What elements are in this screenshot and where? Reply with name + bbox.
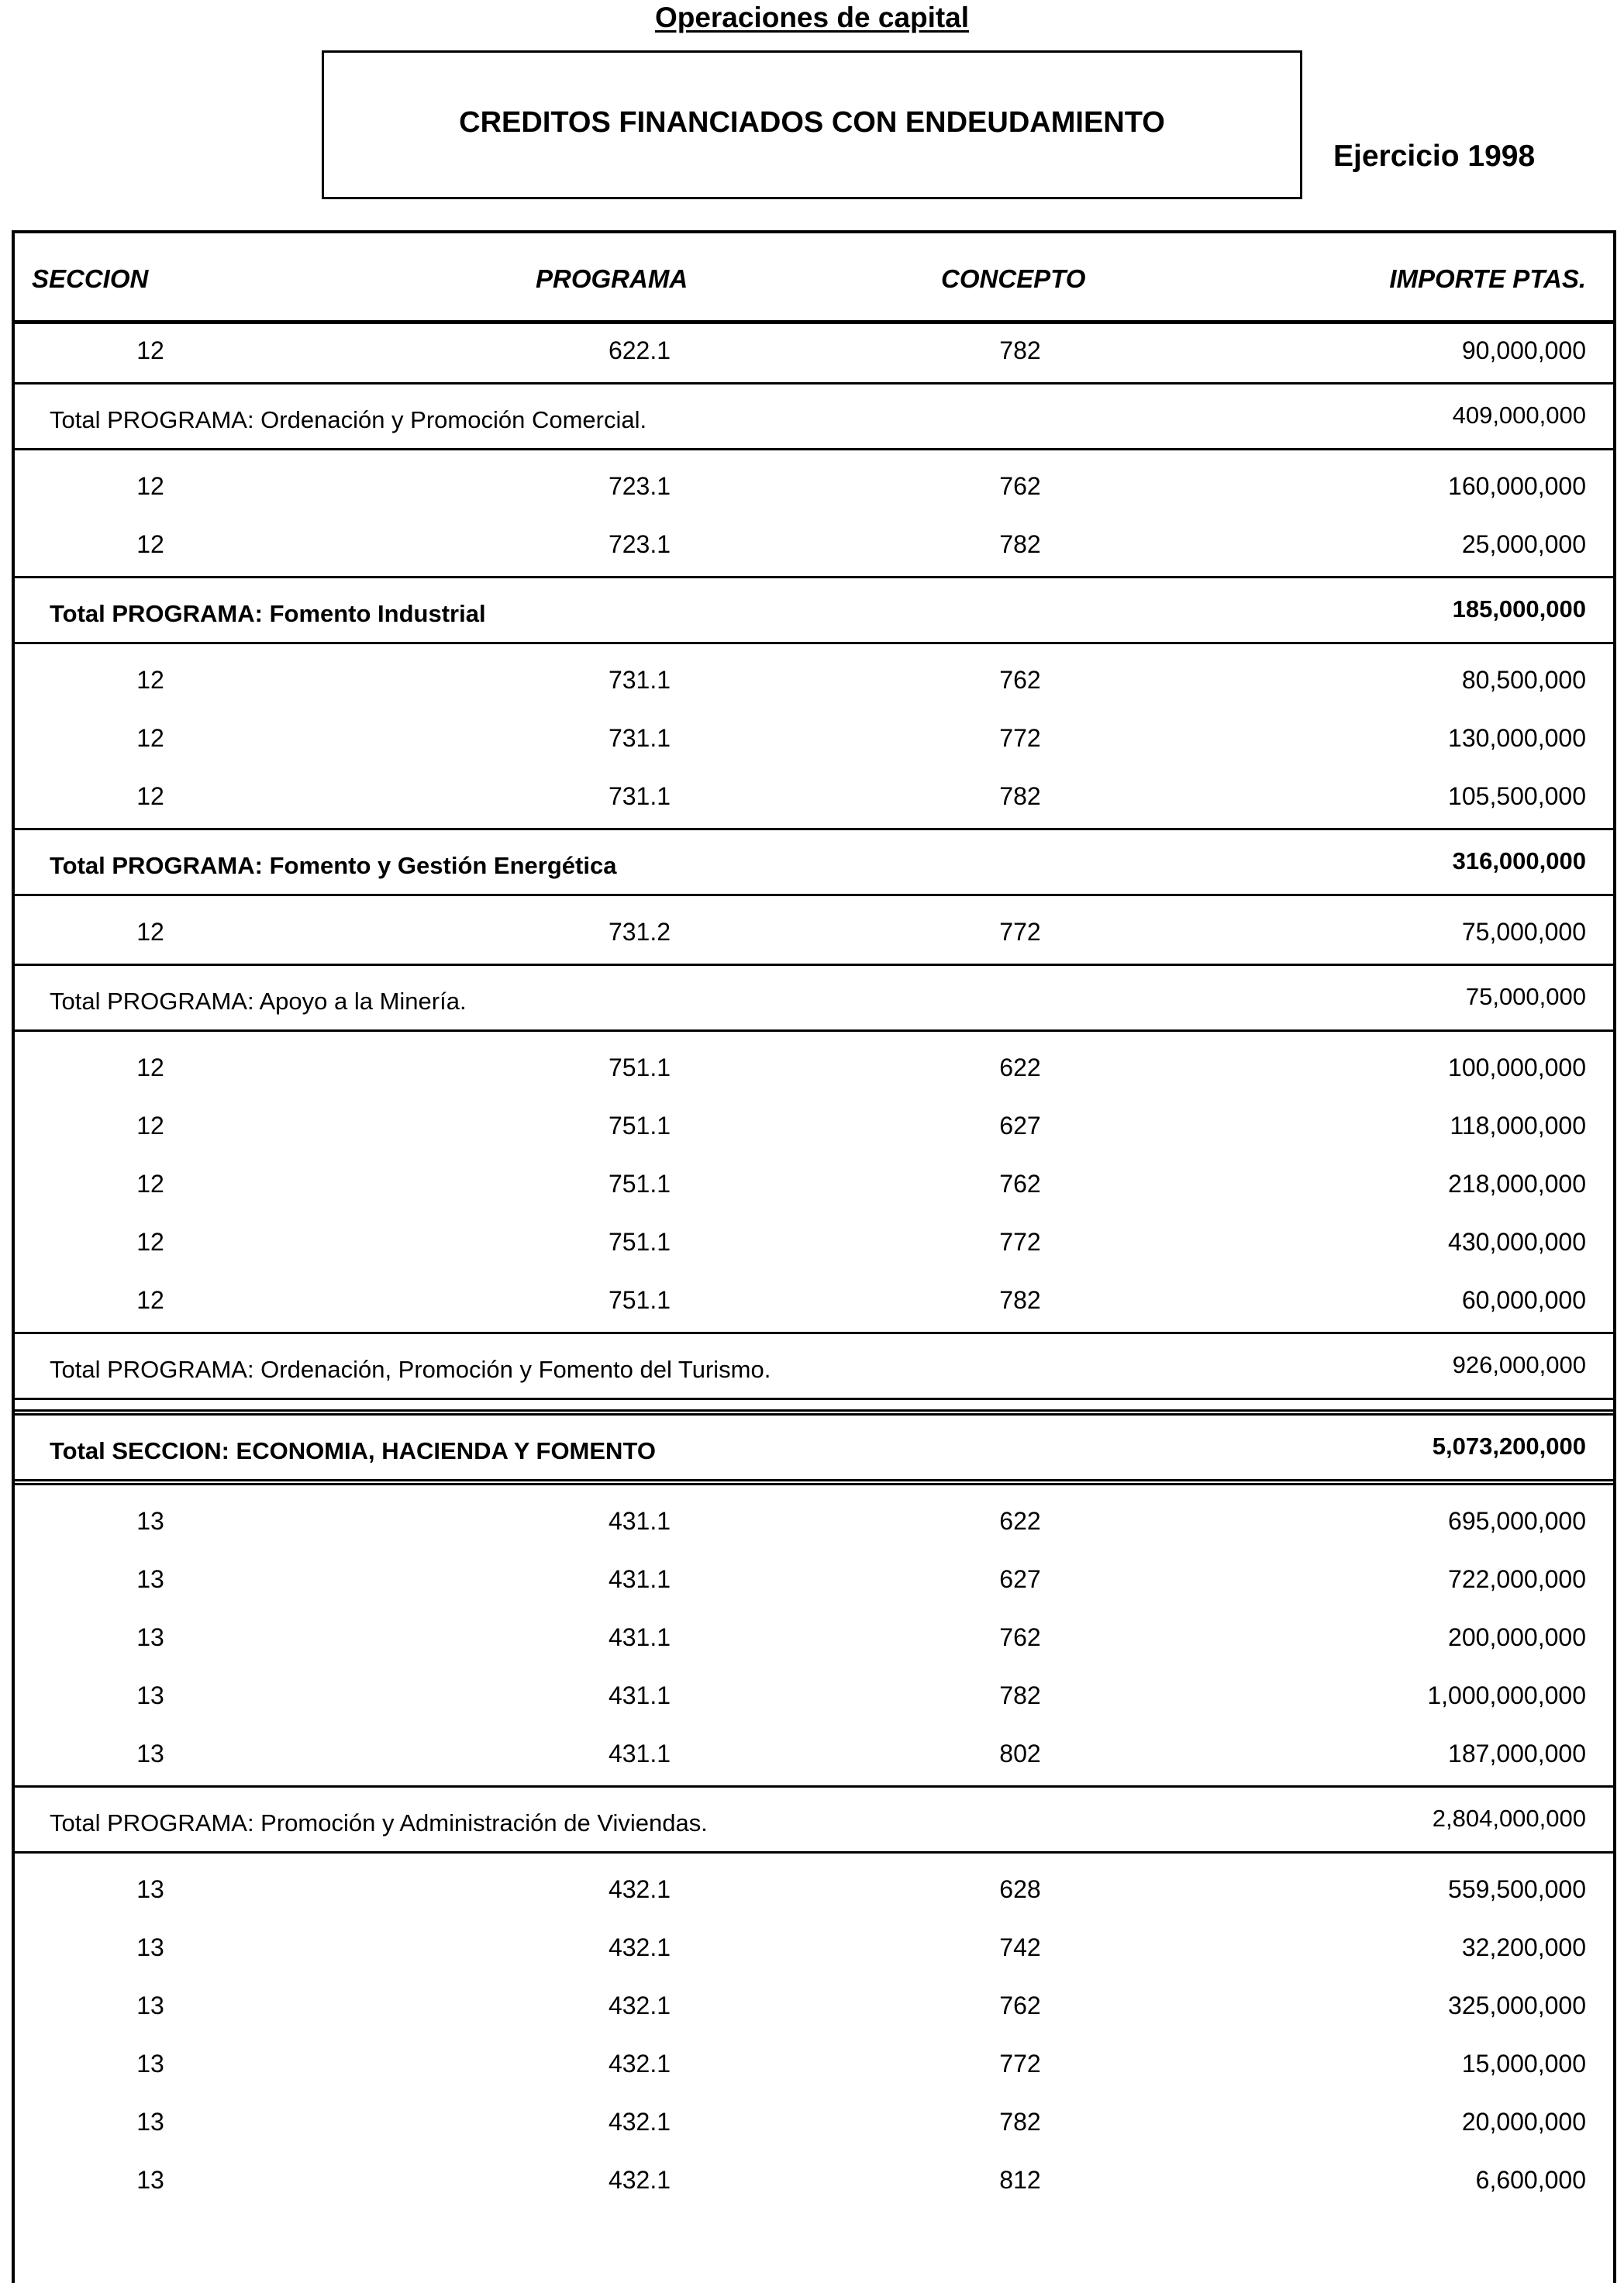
table-row (15, 1863, 1613, 1921)
cell-programa: 431.1 (608, 1565, 671, 1593)
cell-concepto: 772 (999, 918, 1041, 946)
total-label: Total PROGRAMA: Promoción y Administración de Viviendas. (50, 1809, 708, 1836)
cell-importe: 325,000,000 (1448, 1992, 1586, 2019)
cell-seccion: 12 (136, 724, 164, 752)
cell-seccion: 12 (136, 918, 164, 946)
total-amount: 926,000,000 (1452, 1351, 1586, 1378)
program-total-row (15, 576, 1613, 644)
cell-importe: 200,000,000 (1448, 1623, 1586, 1651)
header-programa: PROGRAMA (536, 264, 688, 293)
cell-concepto: 628 (999, 1875, 1041, 1903)
cell-seccion: 12 (136, 1170, 164, 1198)
cell-concepto: 622 (999, 1507, 1041, 1535)
cell-importe: 32,200,000 (1461, 1933, 1586, 1961)
cell-concepto: 782 (999, 782, 1041, 810)
cell-concepto: 772 (999, 724, 1041, 752)
cell-concepto: 812 (999, 2166, 1041, 2194)
cell-concepto: 802 (999, 1740, 1041, 1767)
cell-importe: 75,000,000 (1461, 918, 1586, 946)
cell-programa: 751.1 (608, 1112, 671, 1140)
total-amount: 316,000,000 (1452, 847, 1586, 874)
program-total-row (15, 828, 1613, 896)
table-row (15, 2095, 1613, 2154)
cell-concepto: 627 (999, 1112, 1041, 1140)
section-total-row (15, 1409, 1613, 1485)
table-header (15, 233, 1613, 324)
cell-seccion: 12 (136, 1286, 164, 1314)
cell-seccion: 13 (136, 1875, 164, 1903)
row-spacer (15, 1400, 1613, 1409)
cell-importe: 90,000,000 (1461, 336, 1586, 364)
row-spacer (15, 1032, 1613, 1041)
cell-programa: 731.1 (608, 666, 671, 694)
cell-concepto: 782 (999, 336, 1041, 364)
cell-seccion: 13 (136, 2108, 164, 2136)
total-amount: 2,804,000,000 (1432, 1805, 1586, 1832)
cell-programa: 431.1 (608, 1681, 671, 1709)
cell-concepto: 742 (999, 1933, 1041, 1961)
cell-importe: 15,000,000 (1461, 2050, 1586, 2078)
table-row (15, 1216, 1613, 1274)
cell-seccion: 13 (136, 1740, 164, 1767)
table-row (15, 460, 1613, 518)
cell-seccion: 13 (136, 1507, 164, 1535)
cell-importe: 80,500,000 (1461, 666, 1586, 694)
total-label: Total PROGRAMA: Ordenación, Promoción y Fomento del Turismo. (50, 1356, 771, 1383)
cell-concepto: 782 (999, 1286, 1041, 1314)
cell-programa: 751.1 (608, 1286, 671, 1314)
cell-programa: 432.1 (608, 1933, 671, 1961)
cell-seccion: 13 (136, 1992, 164, 2019)
cell-importe: 105,500,000 (1448, 782, 1586, 810)
cell-seccion: 13 (136, 2166, 164, 2194)
row-spacer (15, 1485, 1613, 1495)
cell-importe: 60,000,000 (1461, 1286, 1586, 1314)
total-amount: 5,073,200,000 (1432, 1433, 1586, 1460)
title-box (322, 50, 1302, 199)
table-row (15, 324, 1613, 382)
total-label: Total PROGRAMA: Ordenación y Promoción Comercial. (50, 406, 647, 433)
cell-programa: 622.1 (608, 336, 671, 364)
cell-seccion: 12 (136, 530, 164, 558)
total-label: Total SECCION: ECONOMIA, HACIENDA Y FOMENTO (50, 1437, 656, 1464)
cell-seccion: 12 (136, 1054, 164, 1081)
cell-seccion: 13 (136, 1565, 164, 1593)
cell-programa: 432.1 (608, 2166, 671, 2194)
table-row (15, 2154, 1613, 2212)
total-amount: 75,000,000 (1465, 983, 1586, 1010)
section-title-text: Operaciones de capital (654, 2, 970, 33)
table-row (15, 1727, 1613, 1785)
table-row (15, 1553, 1613, 1611)
cell-seccion: 12 (136, 1228, 164, 1256)
table-row (15, 1274, 1613, 1332)
cell-programa: 723.1 (608, 472, 671, 500)
row-spacer (15, 450, 1613, 460)
table-row (15, 1041, 1613, 1099)
table-row (15, 1099, 1613, 1157)
table-row (15, 770, 1613, 828)
cell-importe: 187,000,000 (1448, 1740, 1586, 1767)
section-title (0, 2, 1624, 34)
cell-programa: 432.1 (608, 2050, 671, 2078)
cell-concepto: 782 (999, 2108, 1041, 2136)
cell-seccion: 12 (136, 1112, 164, 1140)
table-row (15, 712, 1613, 770)
table-row (15, 1611, 1613, 1669)
cell-concepto: 762 (999, 666, 1041, 694)
table-row (15, 1669, 1613, 1727)
table-row (15, 905, 1613, 964)
header-seccion: SECCION (32, 264, 149, 293)
cell-programa: 751.1 (608, 1054, 671, 1081)
header-concepto: CONCEPTO (941, 264, 1086, 293)
total-amount: 185,000,000 (1452, 595, 1586, 622)
cell-importe: 559,500,000 (1448, 1875, 1586, 1903)
cell-seccion: 13 (136, 1623, 164, 1651)
table-row (15, 654, 1613, 712)
cell-importe: 6,600,000 (1475, 2166, 1586, 2194)
cell-importe: 25,000,000 (1461, 530, 1586, 558)
table-row (15, 2037, 1613, 2095)
program-total-row (15, 1785, 1613, 1854)
fiscal-year: Ejercicio 1998 (1333, 140, 1536, 173)
cell-programa: 731.2 (608, 918, 671, 946)
cell-concepto: 782 (999, 530, 1041, 558)
row-spacer (15, 896, 1613, 905)
cell-seccion: 13 (136, 1933, 164, 1961)
cell-programa: 731.1 (608, 724, 671, 752)
table-row (15, 518, 1613, 576)
cell-seccion: 12 (136, 782, 164, 810)
total-amount: 409,000,000 (1452, 402, 1586, 429)
table-row (15, 1979, 1613, 2037)
total-label: Total PROGRAMA: Fomento y Gestión Energética (50, 852, 617, 879)
total-label: Total PROGRAMA: Apoyo a la Minería. (50, 988, 467, 1015)
program-total-row (15, 964, 1613, 1032)
cell-concepto: 627 (999, 1565, 1041, 1593)
table-row (15, 1921, 1613, 1979)
cell-importe: 118,000,000 (1450, 1112, 1586, 1140)
cell-importe: 722,000,000 (1448, 1565, 1586, 1593)
cell-seccion: 13 (136, 1681, 164, 1709)
cell-importe: 695,000,000 (1448, 1507, 1586, 1535)
cell-concepto: 772 (999, 2050, 1041, 2078)
cell-concepto: 762 (999, 472, 1041, 500)
header-importe: IMPORTE PTAS. (1389, 264, 1586, 293)
table-row (15, 1157, 1613, 1216)
cell-importe: 430,000,000 (1448, 1228, 1586, 1256)
row-spacer (15, 644, 1613, 654)
cell-programa: 751.1 (608, 1228, 671, 1256)
cell-programa: 431.1 (608, 1740, 671, 1767)
cell-seccion: 12 (136, 666, 164, 694)
cell-concepto: 762 (999, 1170, 1041, 1198)
cell-seccion: 12 (136, 472, 164, 500)
cell-importe: 100,000,000 (1448, 1054, 1586, 1081)
cell-concepto: 762 (999, 1623, 1041, 1651)
cell-concepto: 782 (999, 1681, 1041, 1709)
cell-importe: 20,000,000 (1461, 2108, 1586, 2136)
cell-programa: 431.1 (608, 1623, 671, 1651)
cell-seccion: 12 (136, 336, 164, 364)
cell-seccion: 13 (136, 2050, 164, 2078)
cell-importe: 218,000,000 (1448, 1170, 1586, 1198)
cell-concepto: 762 (999, 1992, 1041, 2019)
cell-programa: 432.1 (608, 1992, 671, 2019)
cell-programa: 431.1 (608, 1507, 671, 1535)
cell-concepto: 772 (999, 1228, 1041, 1256)
program-total-row (15, 382, 1613, 450)
cell-programa: 731.1 (608, 782, 671, 810)
credits-table (12, 230, 1616, 2283)
cell-programa: 751.1 (608, 1170, 671, 1198)
cell-programa: 432.1 (608, 2108, 671, 2136)
cell-importe: 1,000,000,000 (1427, 1681, 1586, 1709)
cell-concepto: 622 (999, 1054, 1041, 1081)
table-body (15, 324, 1613, 2212)
table-row (15, 1495, 1613, 1553)
row-spacer (15, 1854, 1613, 1863)
program-total-row (15, 1332, 1613, 1400)
cell-importe: 130,000,000 (1448, 724, 1586, 752)
cell-programa: 723.1 (608, 530, 671, 558)
total-label: Total PROGRAMA: Fomento Industrial (50, 600, 486, 627)
cell-importe: 160,000,000 (1448, 472, 1586, 500)
box-title: CREDITOS FINANCIADOS CON ENDEUDAMIENTO (459, 105, 1165, 139)
cell-programa: 432.1 (608, 1875, 671, 1903)
